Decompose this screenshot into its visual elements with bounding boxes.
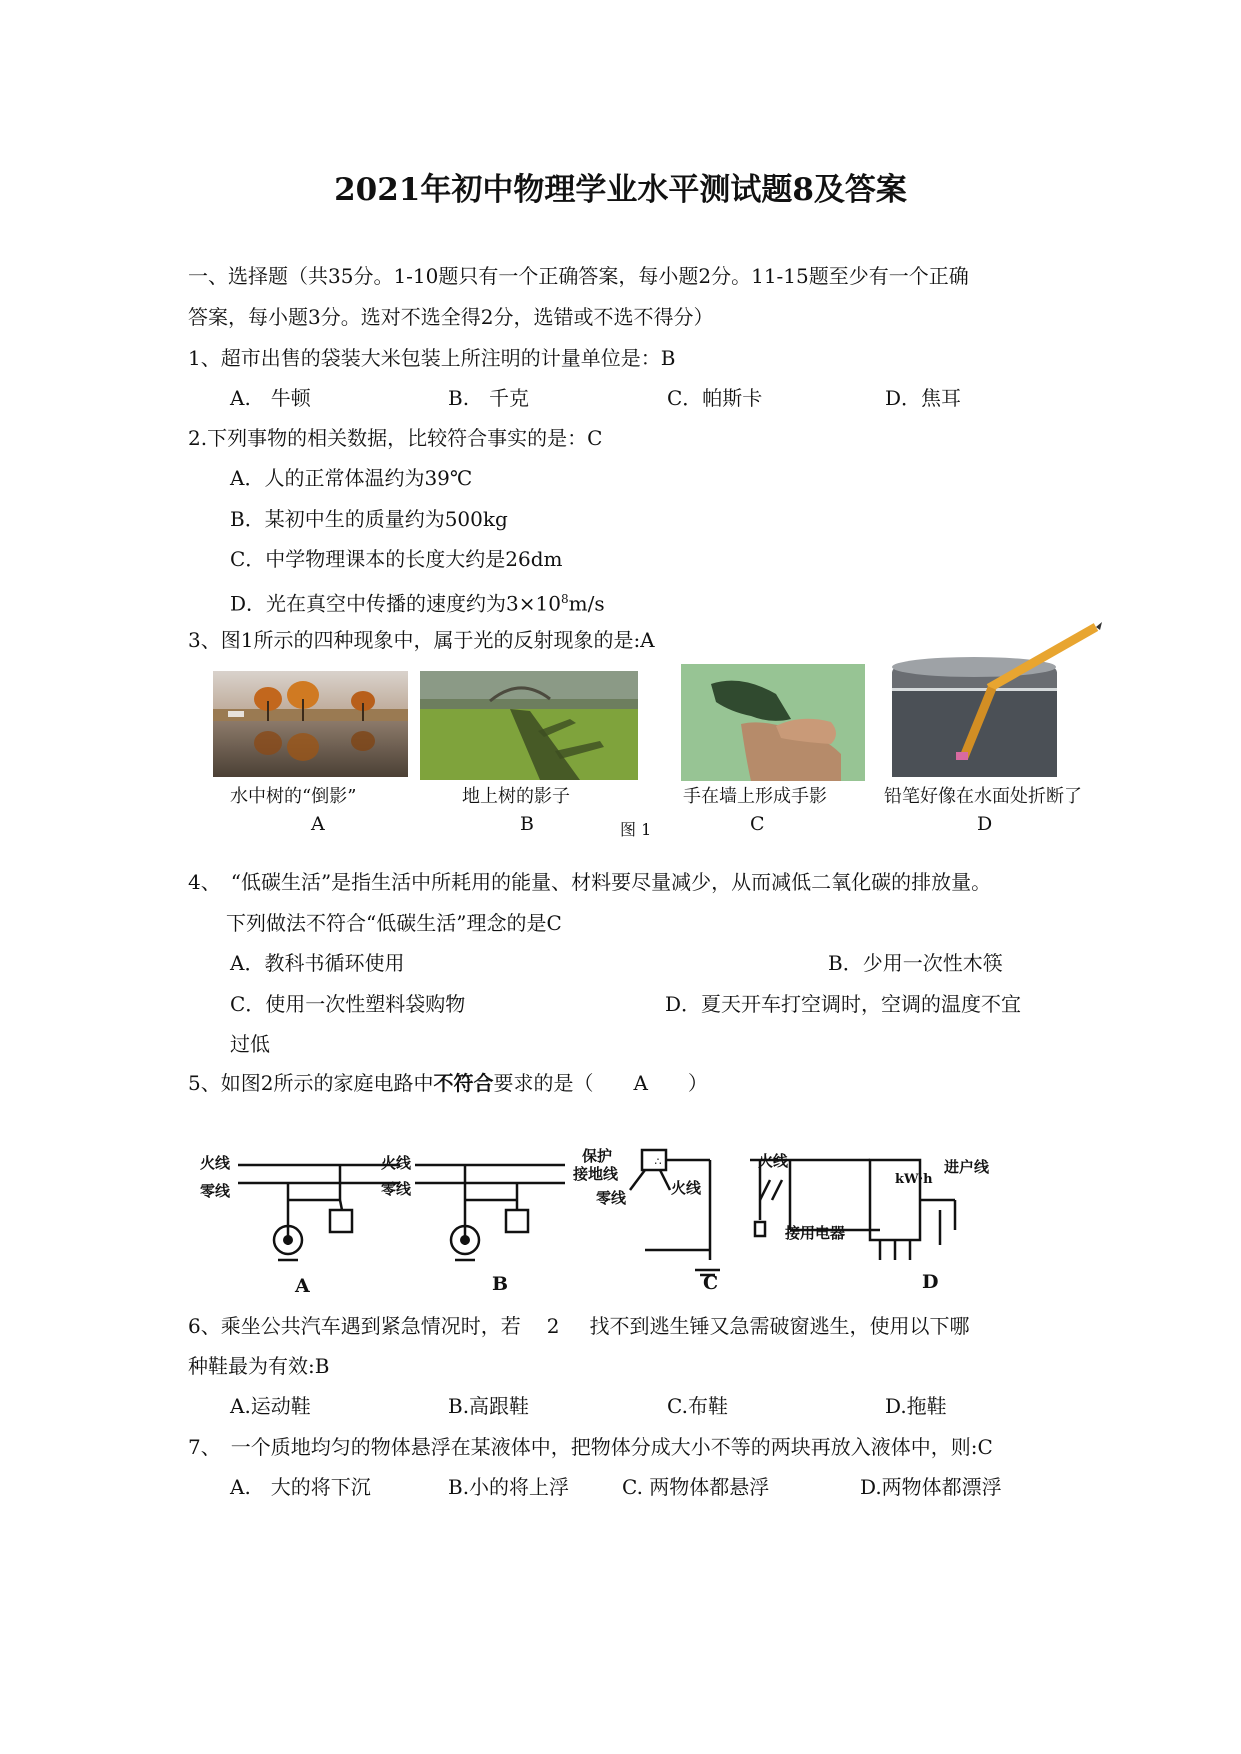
circuit-letter-a: A [295,1275,310,1297]
caption-d: 铅笔好像在水面处折断了 [884,786,1082,807]
figure-hand-shadow-photo [681,664,865,781]
q7-option-c: C. 两物体都悬浮 [622,1475,770,1499]
circuit-letter-d: D [922,1271,939,1293]
fig1-letter-c: C [750,813,765,835]
circuit-letter-b: B [492,1273,509,1295]
circuit-letter-c: C [703,1272,719,1294]
caption-b: 地上树的影子 [462,786,570,807]
svg-text:∴: ∴ [654,1155,662,1168]
q2-option-d: D．光在真空中传播的速度约为$3\times 10^8m/s$ [230,591,605,616]
q2-option-a: A．人的正常体温约为39℃ [230,466,473,490]
q4-option-d: D．夏天开车打空调时，空调的温度不宜 [665,992,1022,1016]
section-header-line2: 答案，每小题3分。选对不选全得2分，选错或不选不得分） [188,305,714,329]
q4-option-c: C．使用一次性塑料袋购物 [230,992,466,1016]
q6-option-d: D.拖鞋 [885,1394,947,1418]
q6-stem-line2: 种鞋最为有效:B [188,1354,330,1378]
q4-option-b: B．少用一次性木筷 [828,951,1003,975]
q1-stem: 1、超市出售的袋装大米包装上所注明的计量单位是：B [188,346,676,370]
circuit-d-appliance-label: 接用电器 [785,1224,846,1242]
circuit-a-neutral-label: 零线 [200,1182,231,1200]
circuit-d-inlet-label: 进户线 [944,1158,990,1176]
q6-option-b: B.高跟鞋 [448,1394,530,1418]
circuit-d-live-label: 火线 [758,1152,789,1170]
fig1-letter-b: B [520,813,534,835]
caption-a: 水中树的“倒影” [230,786,357,807]
document-title: 2021年初中物理学业水平测试题8及答案 [334,172,907,208]
q4-stem-line1: 4、 “低碳生活”是指生活中所耗用的能量、材料要尽量减少，从而减低二氧化碳的排放量。 [188,870,992,894]
q4-option-a: A．教科书循环使用 [230,951,405,975]
q1-option-d: D．焦耳 [885,386,962,410]
figure-1-label: 图 1 [620,820,652,839]
q7-option-b: B.小的将上浮 [448,1475,570,1499]
q6-option-a: A.运动鞋 [230,1394,311,1418]
q7-stem: 7、 一个质地均匀的物体悬浮在某液体中，把物体分成大小不等的两块再放入液体中，则:C [188,1435,993,1459]
q6-option-c: C.布鞋 [667,1394,728,1418]
q1-option-c: C．帕斯卡 [667,386,763,410]
caption-c: 手在墙上形成手影 [683,786,827,807]
circuit-c-ground-label2: 接地线 [573,1165,619,1183]
circuit-c-ground-label1: 保护 [582,1147,613,1165]
figure-tree-reflection-photo [213,671,408,777]
q3-stem: 3、图1所示的四种现象中，属于光的反射现象的是:A [188,628,655,652]
fig1-letter-a: A [311,813,325,835]
figure-tree-shadow-photo [420,671,638,780]
circuit-c-live-label: 火线 [671,1179,702,1197]
fig1-letter-d: D [977,813,993,835]
circuit-b-live-label: 火线 [381,1154,412,1172]
section-header-line1: 一、选择题（共35分。1-10题只有一个正确答案，每小题2分。11-15题至少有一个正确 [188,264,969,288]
circuit-b-neutral-label: 零线 [381,1180,412,1198]
q4-stem-line2: 下列做法不符合“低碳生活”理念的是C [226,911,562,935]
figure-pencil-in-water-photo [884,622,1104,781]
q2-stem: 2.下列事物的相关数据，比较符合事实的是：C [188,426,603,450]
q7-option-a: A. 大的将下沉 [230,1475,371,1499]
circuit-c-neutral-label: 零线 [596,1189,627,1207]
q2-option-c: C．中学物理课本的长度大约是26dm [230,547,563,571]
circuit-a-live-label: 火线 [200,1154,231,1172]
q5-stem: 5、如图2所示的家庭电路中不符合要求的是（ A ） [188,1071,708,1095]
q1-option-b: B. 千克 [448,386,530,410]
q4-option-d-cont: 过低 [230,1032,270,1056]
circuit-d-meter-label: kW·h [895,1172,933,1187]
q2-option-b: B．某初中生的质量约为500kg [230,507,508,531]
q6-stem-line1: 6、乘坐公共汽车遇到紧急情况时，若 2 找不到逃生锤又急需破窗逃生，使用以下哪 [188,1314,970,1338]
q7-option-d: D.两物体都漂浮 [860,1475,1002,1499]
q1-option-a: A. 牛顿 [230,386,311,410]
